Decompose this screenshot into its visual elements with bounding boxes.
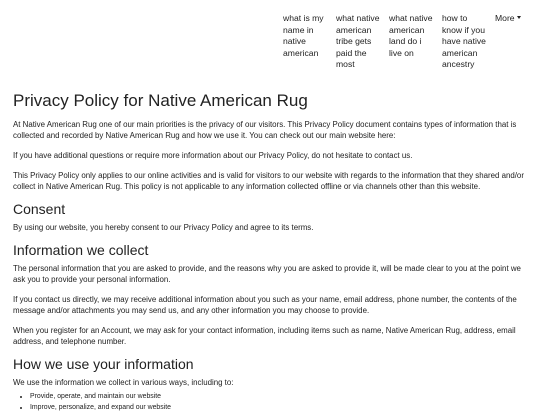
information-collect-heading: Information we collect bbox=[13, 242, 528, 259]
nav-item-ancestry[interactable]: how to know if you have native american ancestry bbox=[442, 13, 486, 71]
info-paragraph: When you register for an Account, we may ask for your contact information, including items such as name, Native American Rug, address, email address, and telephone number. bbox=[13, 325, 528, 347]
main-content bbox=[13, 90, 528, 413]
usage-list bbox=[13, 392, 528, 413]
nav-item-land[interactable]: what native american land do i live on bbox=[389, 13, 433, 59]
how-we-use-heading: How we use your information bbox=[13, 356, 528, 373]
top-navigation bbox=[283, 13, 533, 83]
nav-item-tribe-paid[interactable]: what native american tribe gets paid the most bbox=[336, 13, 380, 71]
scope-paragraph: This Privacy Policy only applies to our online activities and is valid for visitors to our website with regards to the information that they shared and/or collect in Native American Rug. This policy is not applicable to any information collected offline or via channels other than this website. bbox=[13, 170, 528, 192]
nav-more-dropdown[interactable] bbox=[495, 13, 533, 25]
contact-paragraph: If you have additional questions or require more information about our Privacy Policy, do not hesitate to contact us. bbox=[13, 150, 528, 161]
page-title: Privacy Policy for Native American Rug bbox=[13, 90, 528, 112]
consent-paragraph: By using our website, you hereby consent to our Privacy Policy and agree to its terms. bbox=[13, 222, 528, 233]
info-paragraph: The personal information that you are asked to provide, and the reasons why you are asked to provide it, will be made clear to you at the point we ask you to provide your personal information. bbox=[13, 263, 528, 285]
consent-heading: Consent bbox=[13, 201, 528, 218]
intro-paragraph: At Native American Rug one of our main priorities is the privacy of our visitors. This Privacy Policy document contains types of information that is collected and recorded by Native American Rug and how we use it. You can check out our main website here: bbox=[13, 119, 528, 141]
more-label: More bbox=[495, 13, 515, 23]
list-item: • Provide, operate, and maintain our website bbox=[30, 392, 528, 403]
how-we-use-intro: We use the information we collect in various ways, including to: bbox=[13, 377, 528, 388]
info-paragraph: If you contact us directly, we may receive additional information about you such as your name, email address, phone number, the contents of the message and/or attachments you may send us, and any other information you may choose to provide. bbox=[13, 294, 528, 316]
nav-item-my-name[interactable]: what is my name in native american bbox=[283, 13, 327, 59]
caret-down-icon bbox=[517, 16, 521, 19]
list-item: • Improve, personalize, and expand our website bbox=[30, 403, 528, 413]
